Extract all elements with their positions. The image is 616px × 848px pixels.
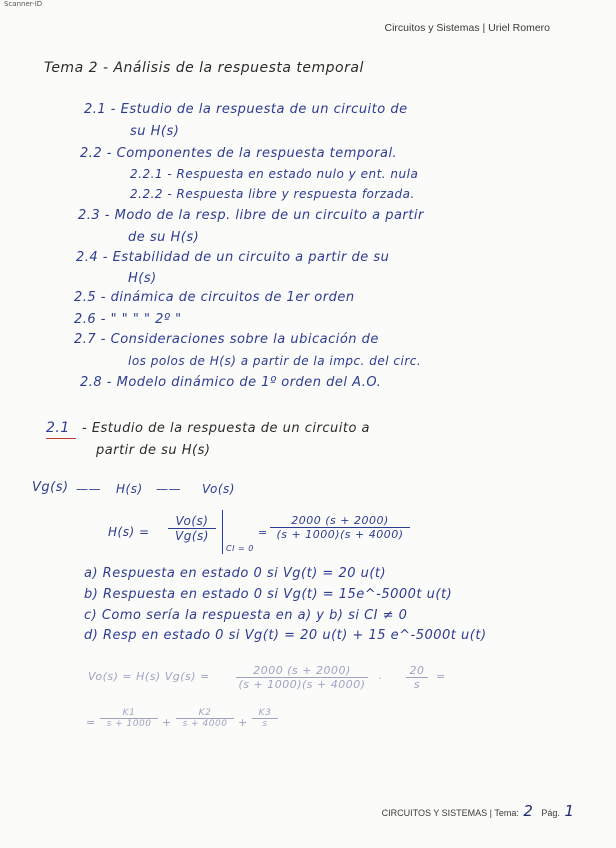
footer-label: CIRCUITOS Y SISTEMAS | Tema: — [381, 808, 519, 818]
toc-line: 2.4 - Estabilidad de un circuito a partir de su — [76, 250, 390, 265]
work-lhs: Vo(s) = H(s) Vg(s) = — [88, 670, 210, 683]
work-equals-2: = — [86, 716, 96, 729]
work-dot: · — [378, 672, 382, 685]
work-fraction-2 — [406, 664, 428, 691]
block-input: Vg(s) — [32, 480, 69, 495]
k2: K2 — [198, 708, 212, 718]
toc-line: 2.1 - Estudio de la respuesta de un circuito de — [84, 102, 408, 117]
rhs-num: 2000 (s + 2000) — [291, 514, 389, 527]
toc-line: 2.8 - Modelo dinámico de 1º orden del A.O. — [80, 375, 382, 390]
toc-line: 2.2.2 - Respuesta libre y respuesta forzada. — [130, 187, 415, 201]
work-den: (s + 1000)(s + 4000) — [238, 678, 366, 691]
footer-page: 1 — [564, 802, 574, 820]
toc-line: 2.2 - Componentes de la respuesta temporal. — [80, 146, 398, 161]
question-a: a) Respuesta en estado 0 si Vg(t) = 20 u(t) — [84, 566, 387, 581]
block-transfer: H(s) — [116, 482, 143, 496]
toc-line: 2.3 - Modo de la resp. libre de un circuito a partir — [78, 208, 424, 223]
toc-line: su H(s) — [130, 124, 180, 139]
page-header: Circuitos y Sistemas | Uriel Romero — [384, 22, 550, 34]
topic-title: Tema 2 - Análisis de la respuesta temporal — [44, 60, 364, 76]
transfer-lhs: H(s) = — [108, 525, 150, 539]
work-num-2: 20 — [409, 664, 425, 677]
plus-sign: + — [238, 716, 248, 729]
toc-line: los polos de H(s) a partir de la impc. del circ. — [128, 354, 422, 368]
section-title-line: partir de su H(s) — [96, 443, 211, 458]
block-output: Vo(s) — [202, 482, 235, 496]
initial-condition: CI = 0 — [226, 544, 254, 553]
k3: K3 — [258, 708, 272, 718]
partial-fraction-1 — [100, 708, 158, 729]
block-arrow: —— — [156, 482, 181, 496]
toc-line: de su H(s) — [128, 230, 200, 245]
k1: K1 — [122, 708, 136, 718]
toc-line: 2.7 - Consideraciones sobre la ubicación de — [74, 332, 379, 347]
scan-marker: Scanner-ID — [4, 0, 43, 8]
footer-tema: 2 — [523, 802, 533, 820]
work-num: 2000 (s + 2000) — [253, 664, 351, 677]
transfer-num: Vo(s) — [175, 514, 209, 528]
section-underline — [46, 438, 76, 439]
toc-line: 2.2.1 - Respuesta en estado nulo y ent. nula — [130, 167, 419, 181]
rhs-den: (s + 1000)(s + 4000) — [276, 528, 404, 541]
evaluation-bar — [222, 510, 223, 554]
toc-line: H(s) — [128, 271, 157, 286]
transfer-rhs-fraction — [270, 514, 410, 541]
d3: s — [262, 719, 268, 729]
equals-sign: = — [258, 526, 268, 539]
work-equals: = — [436, 670, 446, 683]
partial-fraction-3 — [252, 708, 278, 729]
plus-sign: + — [162, 716, 172, 729]
question-c: c) Como sería la respuesta en a) y b) si CI ≠ 0 — [84, 608, 408, 623]
section-number: 2.1 — [46, 420, 70, 436]
section-title-line: - Estudio de la respuesta de un circuito a — [82, 421, 371, 436]
page-footer — [382, 802, 580, 820]
block-arrow: —— — [76, 482, 101, 496]
transfer-den: Vg(s) — [175, 529, 209, 543]
partial-fraction-2 — [176, 708, 234, 729]
question-b: b) Respuesta en estado 0 si Vg(t) = 15e^-5000t u(t) — [84, 587, 453, 602]
question-d: d) Resp en estado 0 si Vg(t) = 20 u(t) + 15 e^-5000t u(t) — [84, 628, 487, 643]
d2: s + 4000 — [182, 719, 228, 729]
toc-line: 2.5 - dinámica de circuitos de 1er orden — [74, 290, 355, 305]
work-den-2: s — [413, 678, 421, 691]
toc-line: 2.6 - " " " " 2º " — [74, 312, 182, 327]
work-fraction — [236, 664, 368, 691]
d1: s + 1000 — [106, 719, 152, 729]
transfer-fraction — [168, 514, 216, 543]
footer-pag-label: Pág. — [541, 808, 560, 818]
